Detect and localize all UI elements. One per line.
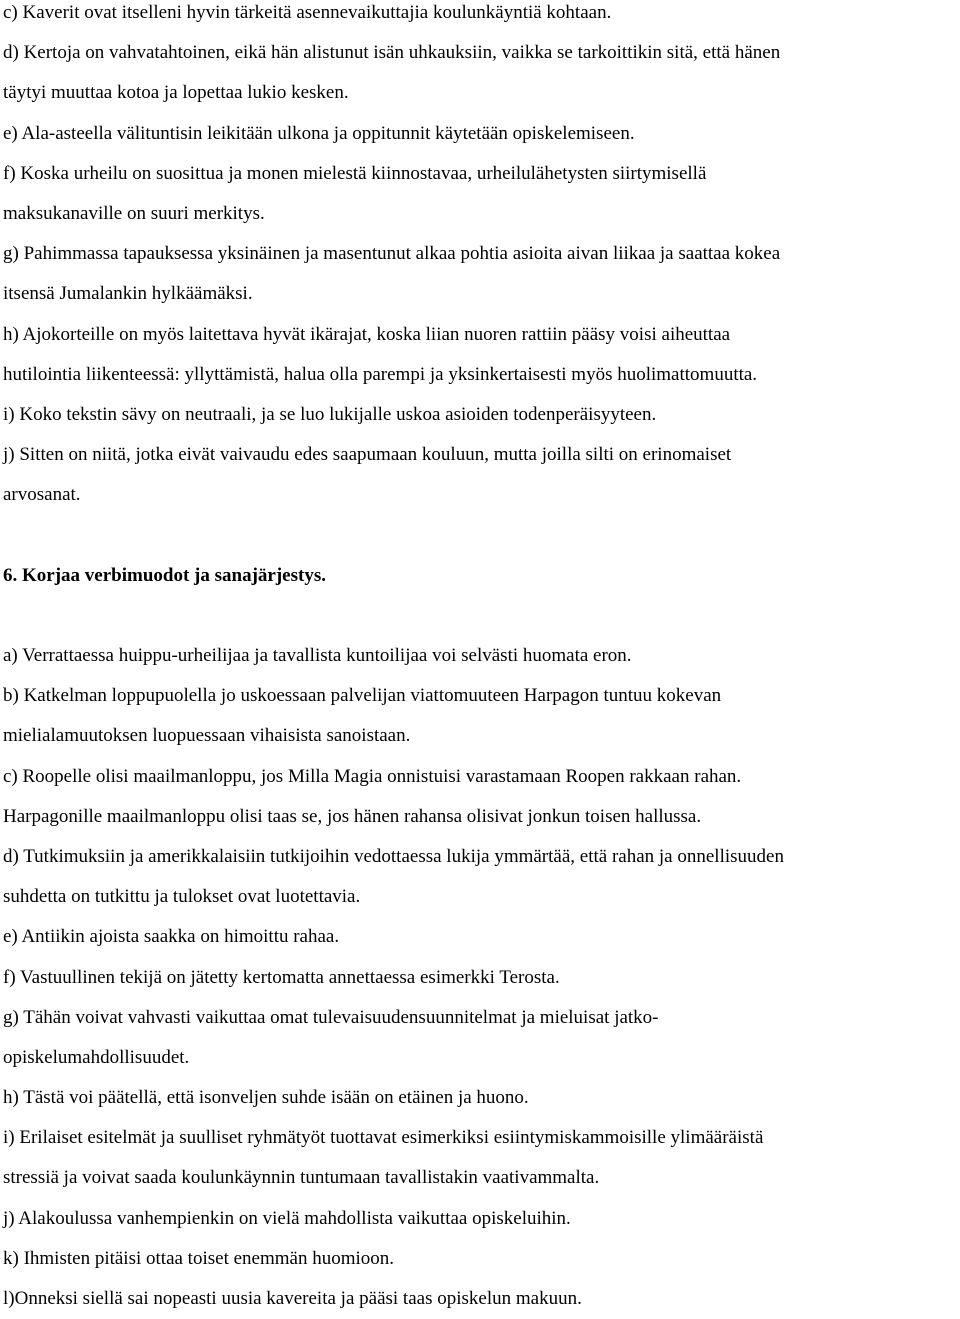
text-line: e) Ala-asteella välituntisin leikitään ulkona ja oppitunnit käytetään opiskelemiseen. [3,122,635,144]
text-line: g) Tähän voivat vahvasti vaikuttaa omat tulevaisuudensuunnitelmat ja mieluisat jatko- [3,1006,659,1028]
text-line: j) Sitten on niitä, jotka eivät vaivaudu edes saapumaan kouluun, mutta joilla silti on erinomaiset [3,444,732,466]
text-line: k) Ihmisten pitäisi ottaa toiset enemmän huomioon. [3,1247,395,1269]
text-line: f) Koska urheilu on suosittua ja monen mielestä kiinnostavaa, urheilulähetysten siirtymisellä [3,162,707,184]
text-line: arvosanat. [3,484,81,506]
text-line: mielialamuutoksen luopuessaan vihaisista sanoistaan. [3,725,411,747]
section-5-answers [3,0,960,515]
text-line: b) Katkelman loppupuolella jo uskoessaan palvelijan viattomuuteen Harpagon tuntuu kokevan [3,685,722,707]
text-line: opiskelumahdollisuudet. [3,1046,190,1068]
text-line: g) Pahimmassa tapauksessa yksinäinen ja masentunut alkaa pohtia asioita aivan liikaa ja saattaa kokea [3,243,781,265]
text-line: hutilointia liikenteessä: yllyttämistä, halua olla parempi ja yksinkertaisesti myös huolimattomuutta. [3,363,758,385]
text-line: c) Roopelle olisi maailmanloppu, jos Milla Magia onnistuisi varastamaan Roopen rakkaan rahan. [3,765,742,787]
text-line: e) Antiikin ajoista saakka on himoittu rahaa. [3,926,340,948]
spacer [3,515,960,555]
text-line: h) Tästä voi päätellä, että isonveljen suhde isään on etäinen ja huono. [3,1087,529,1109]
text-line: i) Erilaiset esitelmät ja suulliset ryhmätyöt tuottavat esimerkiksi esiintymiskammoisille ylimääräistä [3,1127,764,1149]
section-6 [3,556,960,1319]
spacer [3,596,960,636]
text-line: c) Kaverit ovat itselleni hyvin tärkeitä asennevaikuttajia koulunkäyntiä kohtaan. [3,2,612,23]
text-line: i) Koko tekstin sävy on neutraali, ja se luo lukijalle uskoa asioiden todenperäisyyteen. [3,403,657,425]
section-heading: 6. Korjaa verbimuodot ja sanajärjestys. [3,564,326,586]
text-line: h) Ajokorteille on myös laitettava hyvät ikärajat, koska liian nuoren rattiin pääsy voisi aiheuttaa [3,323,731,345]
text-line: j) Alakoulussa vanhempienkin on vielä mahdollista vaikuttaa opiskeluihin. [3,1207,571,1229]
text-line: l)Onneksi siellä sai nopeasti uusia kavereita ja pääsi taas opiskelun makuun. [3,1288,582,1309]
text-line: täytyi muuttaa kotoa ja lopettaa lukio kesken. [3,82,349,104]
text-line: suhdetta on tutkittu ja tulokset ovat luotettavia. [3,886,361,908]
text-line: stressiä ja voivat saada koulunkäynnin tuntumaan tavallistakin vaativammalta. [3,1167,600,1189]
text-line: Harpagonille maailmanloppu olisi taas se, jos hänen rahansa olisivat jonkun toisen hallussa. [3,805,702,827]
text-line: f) Vastuullinen tekijä on jätetty kertomatta annettaessa esimerkki Terosta. [3,966,560,988]
text-line: d) Tutkimuksiin ja amerikkalaisiin tutkijoihin vedottaessa lukija ymmärtää, että rahan ja onnellisuuden [3,845,784,867]
text-line: itsensä Jumalankin hylkäämäksi. [3,283,253,305]
text-line: maksukanaville on suuri merkitys. [3,202,265,224]
text-line: d) Kertoja on vahvatahtoinen, eikä hän alistunut isän uhkauksiin, vaikka se tarkoittikin sitä, että hänen [3,42,781,64]
document-page [3,0,960,1319]
text-line: a) Verrattaessa huippu-urheilijaa ja tavallista kuntoilijaa voi selvästi huomata eron. [3,645,632,666]
